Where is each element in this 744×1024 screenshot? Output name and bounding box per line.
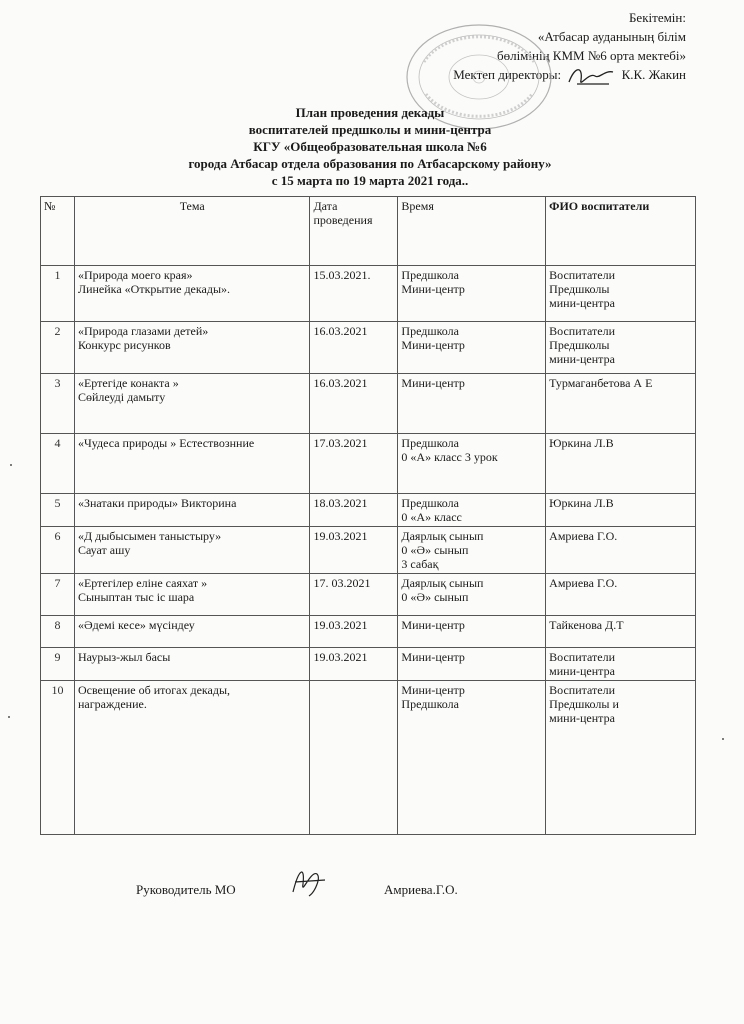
cell-topic-line: «Ертегіде конакта » [77, 376, 179, 390]
cell-date: 19.03.2021 [310, 648, 398, 681]
table-row [41, 527, 696, 574]
cell-fio-line: Воспитатели [549, 650, 616, 664]
cell-time [398, 374, 546, 434]
cell-time-line: 3 сабақ [401, 557, 439, 571]
cell-topic-line: «Знатаки природы» Викторина [77, 496, 237, 510]
cell-fio [546, 494, 696, 527]
header-topic: Тема [74, 197, 310, 266]
cell-time [398, 574, 546, 616]
cell-fio-line: мини-центра [549, 296, 615, 310]
cell-num: 2 [41, 322, 75, 374]
cell-fio-line: мини-центра [549, 664, 615, 678]
cell-topic [74, 322, 310, 374]
cell-topic [74, 574, 310, 616]
cell-time [398, 266, 546, 322]
cell-time-line: Предшкола [401, 436, 459, 450]
cell-num: 1 [41, 266, 75, 322]
cell-time-line: 0 «А» класс [401, 510, 462, 524]
cell-time-line: Мини-центр [401, 618, 465, 632]
cell-fio [546, 374, 696, 434]
table-row [41, 648, 696, 681]
cell-topic-line: награждение. [77, 697, 147, 711]
cell-num: 8 [41, 616, 75, 648]
cell-topic-line: «Әдемі кесе» мүсіндеу [77, 618, 195, 632]
scan-speck [722, 738, 724, 740]
cell-time-line: 0 «Ә» сынып [401, 543, 469, 557]
cell-topic-line: «Природа глазами детей» [77, 324, 209, 338]
cell-time-line: Мини-центр [401, 282, 465, 296]
cell-time-line: Предшкола [401, 496, 459, 510]
cell-fio-line: Тайкенова Д.Т [549, 618, 624, 632]
cell-date: 17.03.2021 [310, 434, 398, 494]
table-row [41, 616, 696, 648]
cell-num: 9 [41, 648, 75, 681]
cell-fio-line: мини-центра [549, 711, 615, 725]
cell-fio [546, 616, 696, 648]
header-time: Время [398, 197, 546, 266]
approval-director-name: К.К. Жакин [621, 67, 686, 82]
approval-director-label: Мектеп директоры: [453, 67, 562, 82]
cell-time [398, 322, 546, 374]
table-row [41, 681, 696, 835]
heading-line-3: КГУ «Общеобразовательная школа №6 [253, 139, 487, 154]
cell-num: 4 [41, 434, 75, 494]
cell-topic-line: «Ертегілер еліне саяхат » [77, 576, 208, 590]
cell-date: 16.03.2021 [310, 374, 398, 434]
cell-fio-line: Воспитатели [549, 324, 616, 338]
cell-topic [74, 648, 310, 681]
cell-topic [74, 494, 310, 527]
cell-fio-line: Юркина Л.В [549, 496, 614, 510]
cell-time-line: Предшкола [401, 697, 459, 711]
cell-date: 19.03.2021 [310, 616, 398, 648]
cell-time-line: Предшкола [401, 268, 459, 282]
cell-topic-line: Наурыз-жыл басы [77, 650, 171, 664]
scan-speck [10, 464, 12, 466]
footer-role: Руководитель МО [136, 882, 236, 897]
cell-fio [546, 527, 696, 574]
cell-time-line: 0 «Ә» сынып [401, 590, 469, 604]
footer-name: Амриева.Г.О. [384, 882, 458, 897]
cell-fio-line: Воспитатели [549, 268, 616, 282]
cell-fio-line: Предшколы [549, 282, 610, 296]
table-row [41, 494, 696, 527]
cell-topic-line: «Чудеса природы » Естествознние [77, 436, 255, 450]
header-fio: ФИО воспитатели [546, 197, 696, 266]
cell-topic-line: Сыныптан тыс іс шара [77, 590, 195, 604]
header-date: Дата проведения [310, 197, 398, 266]
cell-time [398, 648, 546, 681]
cell-date [310, 681, 398, 835]
cell-topic [74, 434, 310, 494]
cell-topic [74, 616, 310, 648]
heading-line-4: города Атбасар отдела образования по Атбасарскому району» [188, 156, 552, 171]
heading-line-1: План проведения декады [295, 105, 445, 120]
cell-topic-line: Освещение об итогах декады, [77, 683, 231, 697]
cell-fio [546, 681, 696, 835]
cell-num: 10 [41, 681, 75, 835]
cell-date: 19.03.2021 [310, 527, 398, 574]
table-row [41, 374, 696, 434]
cell-time-line: 0 «А» класс 3 урок [401, 450, 498, 464]
cell-time [398, 527, 546, 574]
cell-time-line: Даярлық сынып [401, 576, 484, 590]
cell-time [398, 681, 546, 835]
cell-fio-line: Воспитатели [549, 683, 616, 697]
scan-speck [8, 716, 10, 718]
table-row [41, 574, 696, 616]
cell-num: 7 [41, 574, 75, 616]
cell-date: 16.03.2021 [310, 322, 398, 374]
cell-time-line: Мини-центр [401, 376, 465, 390]
table-row [41, 322, 696, 374]
cell-fio-line: Предшколы и [549, 697, 619, 711]
cell-num: 5 [41, 494, 75, 527]
cell-topic-line: «Д дыбысымен таныстыру» [77, 529, 222, 543]
cell-date: 17. 03.2021 [310, 574, 398, 616]
cell-fio [546, 574, 696, 616]
cell-topic-line: Сөйлеуді дамыту [77, 390, 166, 404]
cell-topic-line: «Природа моего края» [77, 268, 193, 282]
cell-fio-line: мини-центра [549, 352, 615, 366]
cell-time [398, 616, 546, 648]
approval-title: Бекітемін: [628, 10, 686, 25]
cell-time-line: Даярлық сынып [401, 529, 484, 543]
cell-time [398, 434, 546, 494]
cell-fio-line: Амриева Г.О. [549, 529, 618, 543]
table-row [41, 434, 696, 494]
cell-topic-line: Сауат ашу [77, 543, 131, 557]
header-num: № [41, 197, 75, 266]
table-body [41, 266, 696, 835]
cell-topic-line: Конкурс рисунков [77, 338, 171, 352]
cell-topic [74, 527, 310, 574]
cell-num: 6 [41, 527, 75, 574]
mo-head-signature [285, 862, 335, 902]
cell-date: 18.03.2021 [310, 494, 398, 527]
cell-fio-line: Юркина Л.В [549, 436, 614, 450]
cell-fio [546, 322, 696, 374]
cell-date: 15.03.2021. [310, 266, 398, 322]
cell-topic-line: Линейка «Открытие декады». [77, 282, 231, 296]
footer [136, 882, 458, 898]
cell-topic [74, 266, 310, 322]
cell-fio-line: Турмаганбетова А Е [549, 376, 653, 390]
cell-topic [74, 374, 310, 434]
schedule-table [40, 196, 696, 835]
cell-fio [546, 434, 696, 494]
table-header-row [41, 197, 696, 266]
cell-time-line: Мини-центр [401, 650, 465, 664]
approval-org-line2: бөлімінің КММ №6 орта мектебі» [496, 48, 686, 63]
cell-fio-line: Амриева Г.О. [549, 576, 618, 590]
heading-line-5: с 15 марта по 19 марта 2021 года.. [271, 173, 469, 188]
cell-time-line: Мини-центр [401, 338, 465, 352]
cell-time [398, 494, 546, 527]
approval-org-line1: «Атбасар ауданының білім [537, 29, 686, 44]
cell-fio [546, 648, 696, 681]
director-signature [565, 62, 617, 92]
cell-time-line: Предшкола [401, 324, 459, 338]
cell-topic [74, 681, 310, 835]
cell-time-line: Мини-центр [401, 683, 465, 697]
cell-num: 3 [41, 374, 75, 434]
document-heading [150, 104, 590, 189]
cell-fio-line: Предшколы [549, 338, 610, 352]
cell-fio [546, 266, 696, 322]
heading-line-2: воспитателей предшколы и мини-центра [248, 122, 492, 137]
table-row [41, 266, 696, 322]
